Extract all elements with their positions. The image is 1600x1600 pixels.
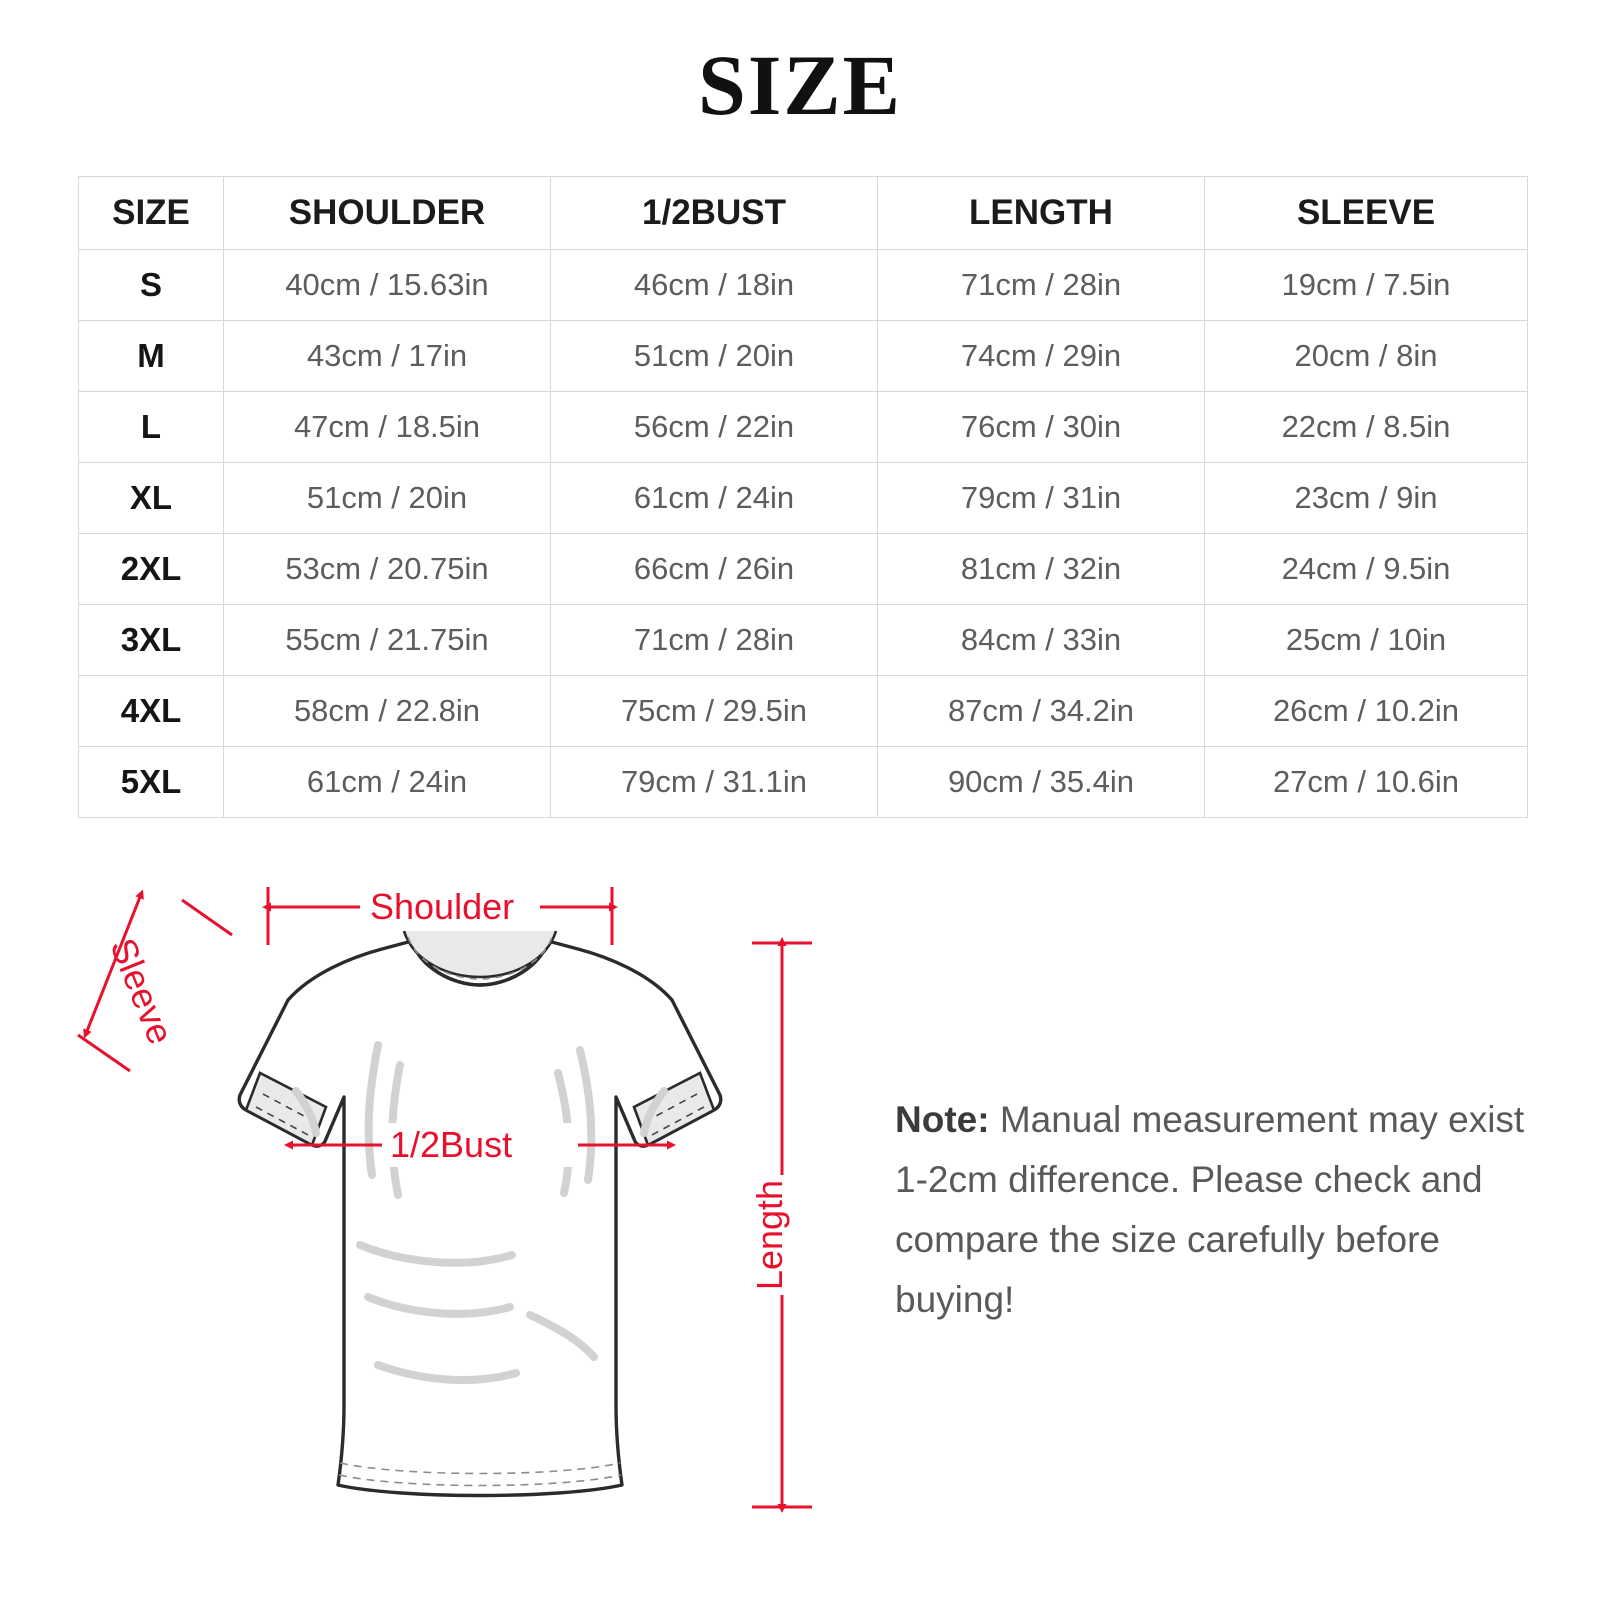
cell-shoulder: 51cm / 20in xyxy=(224,463,551,534)
cell-length: 84cm / 33in xyxy=(878,605,1205,676)
cell-bust: 71cm / 28in xyxy=(551,605,878,676)
table-row xyxy=(79,605,1528,676)
cell-length: 90cm / 35.4in xyxy=(878,747,1205,818)
cell-shoulder: 55cm / 21.75in xyxy=(224,605,551,676)
note-text: Manual measurement may exist 1-2cm difference. Please check and compare the size carefully before buying! xyxy=(895,1099,1525,1320)
cell-bust: 51cm / 20in xyxy=(551,321,878,392)
cell-length: 74cm / 29in xyxy=(878,321,1205,392)
cell-size: S xyxy=(79,250,224,321)
cell-size: XL xyxy=(79,463,224,534)
cell-length: 71cm / 28in xyxy=(878,250,1205,321)
cell-bust: 61cm / 24in xyxy=(551,463,878,534)
cell-shoulder: 53cm / 20.75in xyxy=(224,534,551,605)
cell-bust: 56cm / 22in xyxy=(551,392,878,463)
label-sleeve: Sleeve xyxy=(102,932,182,1050)
table-row xyxy=(79,250,1528,321)
table-row xyxy=(79,747,1528,818)
table-row xyxy=(79,676,1528,747)
column-header-shoulder: SHOULDER xyxy=(224,177,551,250)
cell-length: 81cm / 32in xyxy=(878,534,1205,605)
label-length: Length xyxy=(749,1179,790,1291)
cell-sleeve: 24cm / 9.5in xyxy=(1205,534,1528,605)
table-header-row xyxy=(79,177,1528,250)
cell-size: 3XL xyxy=(79,605,224,676)
note-block xyxy=(895,1090,1535,1330)
size-chart-table xyxy=(78,176,1528,818)
column-header-size: SIZE xyxy=(79,177,224,250)
cell-bust: 79cm / 31.1in xyxy=(551,747,878,818)
cell-bust: 46cm / 18in xyxy=(551,250,878,321)
cell-shoulder: 43cm / 17in xyxy=(224,321,551,392)
cell-length: 76cm / 30in xyxy=(878,392,1205,463)
cell-sleeve: 27cm / 10.6in xyxy=(1205,747,1528,818)
tshirt-illustration xyxy=(239,931,721,1496)
cell-shoulder: 58cm / 22.8in xyxy=(224,676,551,747)
cell-sleeve: 19cm / 7.5in xyxy=(1205,250,1528,321)
cell-size: 5XL xyxy=(79,747,224,818)
cell-size: M xyxy=(79,321,224,392)
sleeve-measure-line xyxy=(78,897,232,1071)
cell-shoulder: 61cm / 24in xyxy=(224,747,551,818)
cell-size: L xyxy=(79,392,224,463)
length-measure-line xyxy=(749,943,812,1507)
cell-size: 2XL xyxy=(79,534,224,605)
cell-shoulder: 47cm / 18.5in xyxy=(224,392,551,463)
cell-sleeve: 22cm / 8.5in xyxy=(1205,392,1528,463)
label-bust: 1/2Bust xyxy=(390,1124,513,1165)
cell-sleeve: 26cm / 10.2in xyxy=(1205,676,1528,747)
table-row xyxy=(79,463,1528,534)
cell-length: 87cm / 34.2in xyxy=(878,676,1205,747)
column-header-length: LENGTH xyxy=(878,177,1205,250)
note-label: Note: xyxy=(895,1099,990,1140)
table-row xyxy=(79,321,1528,392)
cell-size: 4XL xyxy=(79,676,224,747)
cell-length: 79cm / 31in xyxy=(878,463,1205,534)
cell-sleeve: 23cm / 9in xyxy=(1205,463,1528,534)
cell-bust: 75cm / 29.5in xyxy=(551,676,878,747)
measurement-diagram xyxy=(60,845,850,1565)
cell-bust: 66cm / 26in xyxy=(551,534,878,605)
column-header-sleeve: SLEEVE xyxy=(1205,177,1528,250)
cell-sleeve: 25cm / 10in xyxy=(1205,605,1528,676)
table-row xyxy=(79,534,1528,605)
cell-shoulder: 40cm / 15.63in xyxy=(224,250,551,321)
page-title: SIZE xyxy=(697,37,903,133)
label-shoulder: Shoulder xyxy=(370,886,515,927)
table-row xyxy=(79,392,1528,463)
column-header-bust: 1/2BUST xyxy=(551,177,878,250)
cell-sleeve: 20cm / 8in xyxy=(1205,321,1528,392)
